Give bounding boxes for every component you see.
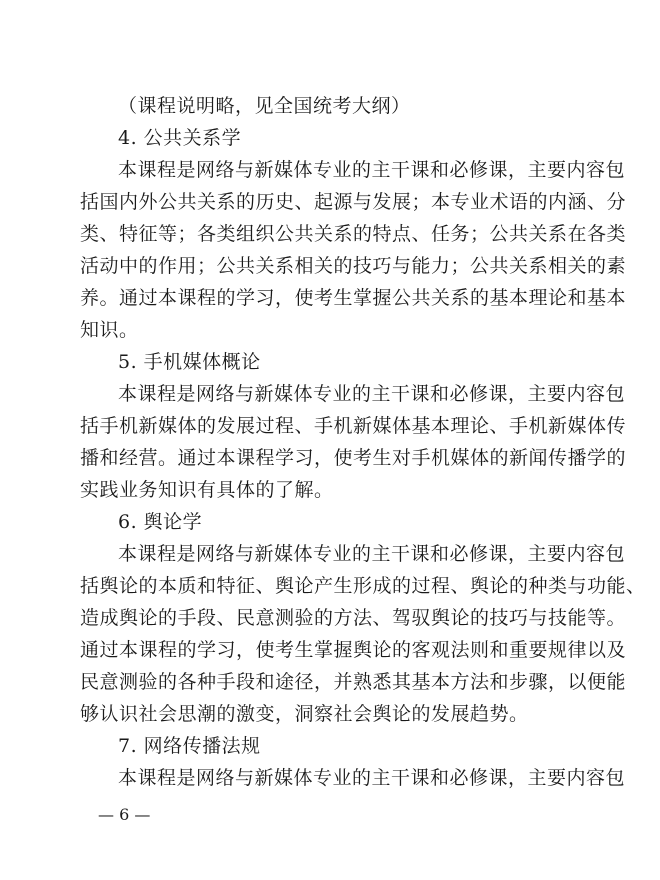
- paragraph-line: 本课程是网络与新媒体专业的主干课和必修课，主要内容包: [118, 159, 626, 181]
- paragraph-line: 实践业务知识有具体的了解。: [80, 479, 334, 501]
- paragraph-line: 够认识社会思潮的激变，洞察社会舆论的发展趋势。: [80, 703, 529, 725]
- paragraph-line: 活动中的作用；公共关系相关的技巧与能力；公共关系相关的素: [80, 255, 627, 277]
- paragraph-line: 本课程是网络与新媒体专业的主干课和必修课，主要内容包: [118, 767, 626, 789]
- paragraph-line: 本课程是网络与新媒体专业的主干课和必修课，主要内容包: [118, 383, 626, 405]
- paragraph-line: 造成舆论的手段、民意测验的方法、驾驭舆论的技巧与技能等。: [80, 607, 627, 629]
- page-number: — 6 —: [98, 805, 151, 824]
- section-heading-network-law: 7. 网络传播法规: [118, 735, 261, 757]
- paragraph-line: 本课程是网络与新媒体专业的主干课和必修课，主要内容包: [118, 543, 626, 565]
- paragraph-line: 括手机新媒体的发展过程、手机新媒体基本理论、手机新媒体传: [80, 415, 627, 437]
- paragraph-line: 类、特征等；各类组织公共关系的特点、任务；公共关系在各类: [80, 223, 627, 245]
- paragraph-line: 播和经营。通过本课程学习，使考生对手机媒体的新闻传播学的: [80, 447, 627, 469]
- document-body: [80, 90, 646, 794]
- paragraph-line: 括舆论的本质和特征、舆论产生形成的过程、舆论的种类与功能、: [80, 575, 646, 597]
- paragraph-line: 括国内外公共关系的历史、起源与发展；本专业术语的内涵、分: [80, 191, 627, 213]
- section-heading-public-relations: 4. 公共关系学: [118, 127, 242, 149]
- paragraph-line: 养。通过本课程的学习，使考生掌握公共关系的基本理论和基本: [80, 287, 627, 309]
- paragraph-line: 民意测验的各种手段和途径，并熟悉其基本方法和步骤，以便能: [80, 671, 627, 693]
- section-heading-mobile-media: 5. 手机媒体概论: [118, 351, 261, 373]
- paragraph-line: 通过本课程的学习，使考生掌握舆论的客观法则和重要规律以及: [80, 639, 627, 661]
- course-note: （课程说明略，见全国统考大纲）: [118, 95, 411, 117]
- section-heading-public-opinion: 6. 舆论学: [118, 511, 203, 533]
- paragraph-line: 知识。: [80, 319, 139, 341]
